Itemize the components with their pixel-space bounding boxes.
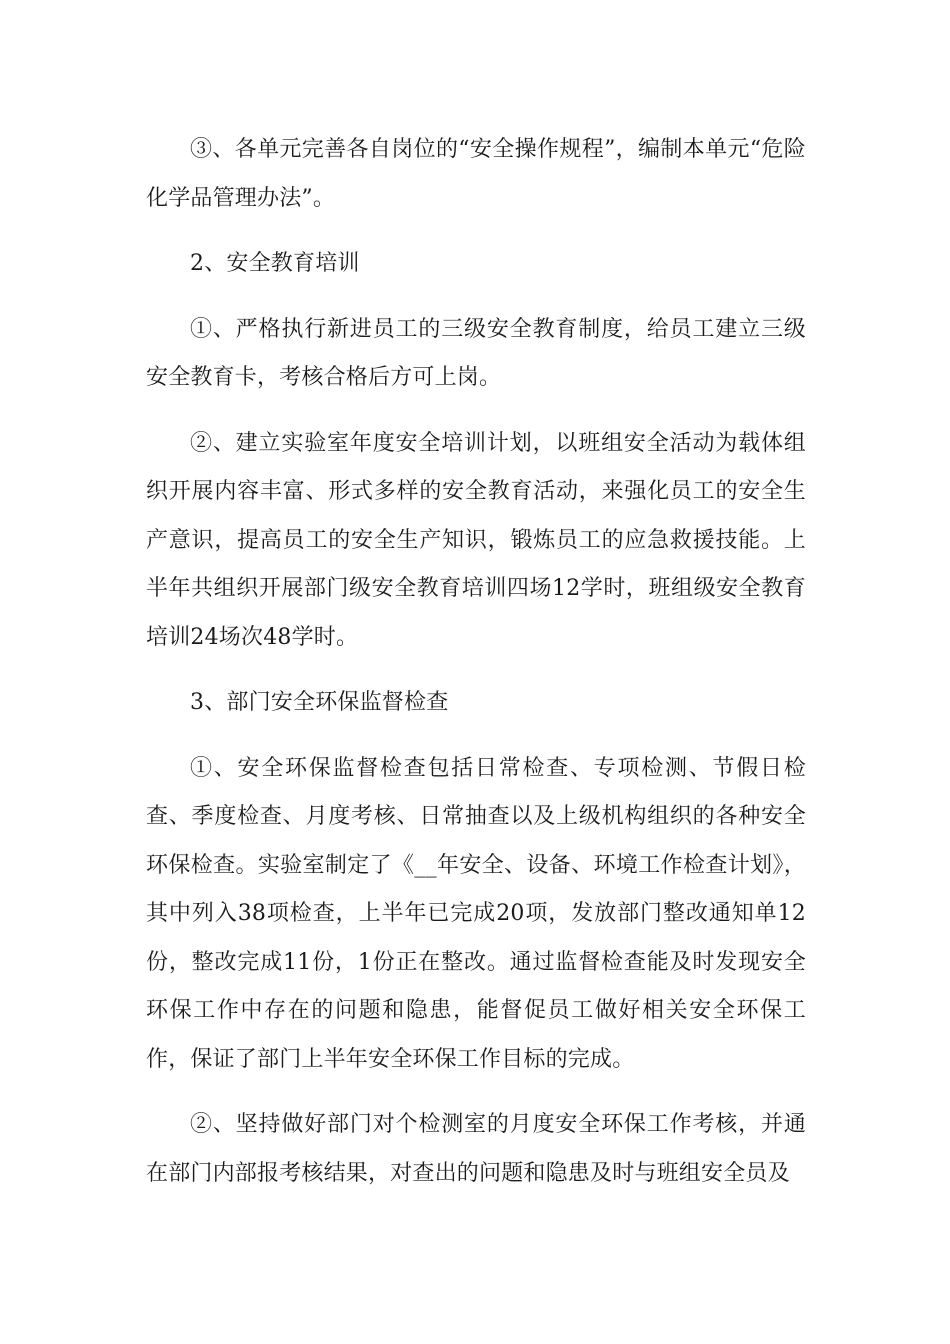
document-body xyxy=(146,126,806,1215)
section-heading-safety-training: 2、安全教育培训 xyxy=(190,251,360,276)
paragraph-item-3-rules: ③、各单元完善各自岗位的“安全操作规程”，编制本单元“危险化学品管理办法”。 xyxy=(146,137,806,211)
section-heading-supervision-inspection: 3、部门安全环保监督检查 xyxy=(190,690,449,715)
paragraph-item-1-three-level-education: ①、严格执行新进员工的三级安全教育制度，给员工建立三级安全教育卡，考核合格后方可上岗。 xyxy=(146,316,806,390)
paragraph-item-1-inspection: ①、安全环保监督检查包括日常检查、专项检测、节假日检查、季度检查、月度考核、日常抽查以及上级机构组织的各种安全环保检查。实验室制定了《__年安全、设备、环境工作检查计划》，其中列入38项检查，上半年已完成20项，发放部门整改通知单12份，整改完成11份，1份正在整改。通过监督检查能及时发现安全环保工作中存在的问题和隐患，能督促员工做好相关安全环保工作，保证了部门上半年安全环保工作目标的完成。 xyxy=(146,755,806,1072)
paragraph-item-2-monthly-assessment: ②、坚持做好部门对个检测室的月度安全环保工作考核，并通在部门内部报考核结果，对查出的问题和隐患及时与班组安全员及 xyxy=(146,1112,806,1186)
paragraph-item-2-training-plan: ②、建立实验室年度安全培训计划，以班组安全活动为载体组织开展内容丰富、形式多样的安全教育活动，来强化员工的安全生产意识，提高员工的安全生产知识，锻炼员工的应急救援技能。上半年共组织开展部门级安全教育培训四场12学时，班组级安全教育培训24场次48学时。 xyxy=(146,430,806,650)
